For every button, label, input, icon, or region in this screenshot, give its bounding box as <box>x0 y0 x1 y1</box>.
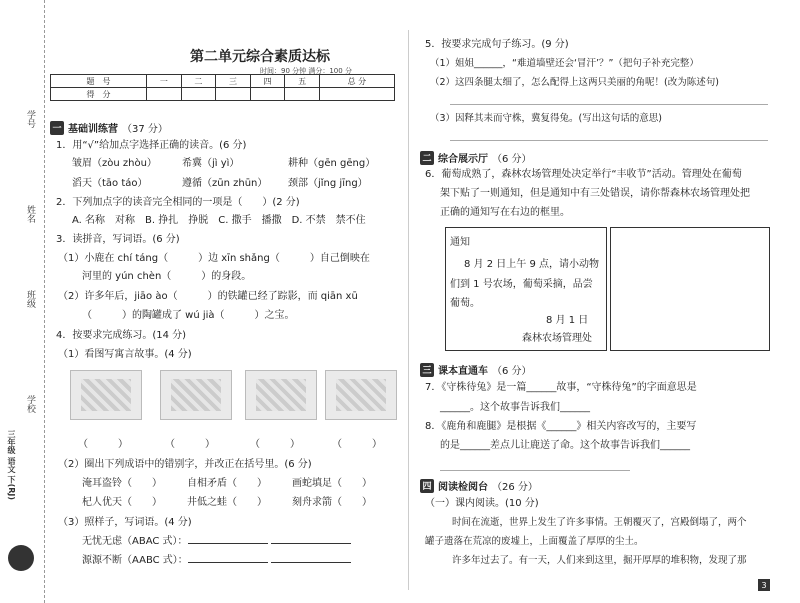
q4-2-prompt: （2）圈出下列成语中的错别字，并改正在括号里。(6 分) <box>58 459 312 470</box>
section-2-heading: 二 综合展示厅 （6 分） <box>420 150 532 165</box>
section-3-heading: 三 课本直通车 （6 分） <box>420 362 532 377</box>
score-value-row: 得 分 <box>51 88 395 101</box>
q1-item[interactable]: 滔天（tāo táo） <box>72 178 148 189</box>
q1-prompt: 1．用“√”给加点字选择正确的读音。(6 分) <box>56 140 247 151</box>
logo-icon <box>8 545 34 571</box>
idiom-item[interactable]: 杞人优天（ ） <box>82 497 162 508</box>
q5-2: （2）这四条腿太细了，怎么配得上这两只美丽的角呢！(改为陈述句) <box>430 77 719 88</box>
answer-line[interactable] <box>450 104 768 105</box>
idiom-item[interactable]: 淹耳盗铃（ ） <box>82 478 162 489</box>
name-label: 姓名 <box>25 205 35 223</box>
page-number: 3 <box>758 579 770 591</box>
fable-picture <box>245 370 317 420</box>
q7-line2[interactable]: ______。这个故事告诉我们______ <box>440 402 590 413</box>
fable-picture <box>325 370 397 420</box>
fable-answer-blank[interactable]: （ ） <box>332 439 382 450</box>
q3-2-line1[interactable]: （2）许多年后，jiāo ào（ ）的铁罐已经了踪影，而 qiān xū <box>58 291 358 302</box>
fable-answer-blank[interactable]: （ ） <box>165 439 215 450</box>
original-notice-box <box>445 227 607 351</box>
q8-line2[interactable]: 的是______差点儿让鹿送了命。这个故事告诉我们______ <box>440 440 690 451</box>
q6-line1: 6．葡萄成熟了，森林农场管理处决定举行“丰收节”活动。管理处在葡萄 <box>425 169 742 180</box>
idiom-item[interactable]: 自相矛盾（ ） <box>187 478 267 489</box>
school-label: 学校 <box>25 395 35 413</box>
q8-line1[interactable]: 8．《鹿角和鹿腿》是根据《______》相关内容改写的，主要写 <box>425 421 697 432</box>
reading-paragraph: 许多年过去了。有一天，人们来到这里，掘开厚厚的堆积物，发现了那 <box>452 555 747 566</box>
notice-date: 8 月 1 日 <box>546 315 589 326</box>
answer-notice-box[interactable] <box>610 227 770 351</box>
q3-1-line2[interactable]: 河里的 yún chèn（ ）的身段。 <box>82 271 252 282</box>
q1-item[interactable]: 希冀（jì yì） <box>182 158 240 169</box>
notice-text: 8 月 2 日上午 9 点，请小动物 <box>464 259 599 270</box>
idiom-item[interactable]: 画蛇填足（ ） <box>292 478 372 489</box>
class-label: 班级 <box>25 290 35 308</box>
q3-2-line2[interactable]: （ ）的陶罐成了 wú jià（ ）之宝。 <box>82 310 295 321</box>
idiom-item[interactable]: 井低之蛙（ ） <box>187 497 267 508</box>
exam-meta: 时间：90 分钟 满分：100 分 <box>260 67 352 75</box>
q5-1[interactable]: （1）姐姐______，“难道墙壁还会‘冒汗’？”（把句子补充完整） <box>430 58 699 69</box>
notice-signature: 森林农场管理处 <box>522 333 592 344</box>
notice-text: 葡萄。 <box>450 298 480 309</box>
notice-text: 们到 1 号农场，葡萄采摘，品尝 <box>450 279 593 290</box>
answer-line[interactable] <box>440 470 630 471</box>
q4-prompt: 4．按要求完成练习。(14 分) <box>56 330 187 341</box>
notice-title: 通知 <box>450 237 470 248</box>
q5-prompt: 5．按要求完成句子练习。(9 分) <box>425 39 569 50</box>
score-table <box>50 74 395 101</box>
fable-picture <box>160 370 232 420</box>
q4-3-prompt: （3）照样子，写词语。(4 分) <box>58 517 192 528</box>
idiom-item[interactable]: 刻舟求箭（ ） <box>292 497 372 508</box>
q3-1-line1[interactable]: （1）小鹿在 chí táng（ ）边 xīn shǎng（ ）自己倒映在 <box>58 253 370 264</box>
fable-answer-blank[interactable]: （ ） <box>250 439 300 450</box>
q4-3-a[interactable]: 无忧无虑（ABAC 式）： <box>82 535 351 549</box>
binding-sidebar <box>0 0 45 603</box>
section-1-heading: 一 基础训练营 （37 分） <box>50 120 168 135</box>
q2-options: A. 名称 对称 B. 挣扎 挣脱 C. 撒手 播撒 D. 不禁 禁不住 <box>72 215 366 226</box>
answer-line[interactable] <box>450 140 768 141</box>
q4-1-prompt: （1）看图写寓言故事。(4 分) <box>58 349 192 360</box>
reading-paragraph: 罐子遗落在荒凉的废墟上，上面覆盖了厚厚的尘土。 <box>425 536 644 547</box>
q1-item[interactable]: 耕种（gēn gēng） <box>288 158 376 169</box>
reading-paragraph: 时间在流逝，世界上发生了许多事情。王朝覆灭了，宫殿倒塌了，两个 <box>452 517 747 528</box>
q2-prompt: 2．下列加点字的读音完全相同的一项是（ ）(2 分) <box>56 197 300 208</box>
reading-1-heading: （一）课内阅读。(10 分) <box>425 498 539 509</box>
q7-line1[interactable]: 7．《守株待兔》是一篇______故事，“守株待兔”的字面意思是 <box>425 382 697 393</box>
q6-line2: 架下贴了一则通知，但是通知中有三处错误，请你帮森林农场管理处把 <box>440 188 750 199</box>
section-4-heading: 四 阅读检阅台 （26 分） <box>420 478 538 493</box>
q6-line3: 正确的通知写在右边的框里。 <box>440 207 570 218</box>
q1-item[interactable]: 颈部（jǐng jīng） <box>288 178 368 189</box>
fable-answer-blank[interactable]: （ ） <box>78 439 128 450</box>
q5-3: （3）因释其耒而守株，冀复得兔。(写出这句话的意思) <box>430 113 662 124</box>
q3-prompt: 3．读拼音，写词语。(6 分) <box>56 234 180 245</box>
book-label: 三年级 语文 下(RJ) <box>7 430 16 501</box>
q1-item[interactable]: 皱眉（zòu zhòu） <box>72 158 157 169</box>
q1-item[interactable]: 遵循（zūn zhūn） <box>182 178 268 189</box>
q4-3-b[interactable]: 源源不断（AABC 式）： <box>82 554 351 568</box>
student-id-label: 学号 <box>25 110 35 128</box>
column-divider <box>408 30 409 590</box>
score-header-row: 题 号 一 二 三 四 五 总 分 <box>51 75 395 88</box>
fable-picture <box>70 370 142 420</box>
page-title: 第二单元综合素质达标 <box>190 49 330 65</box>
